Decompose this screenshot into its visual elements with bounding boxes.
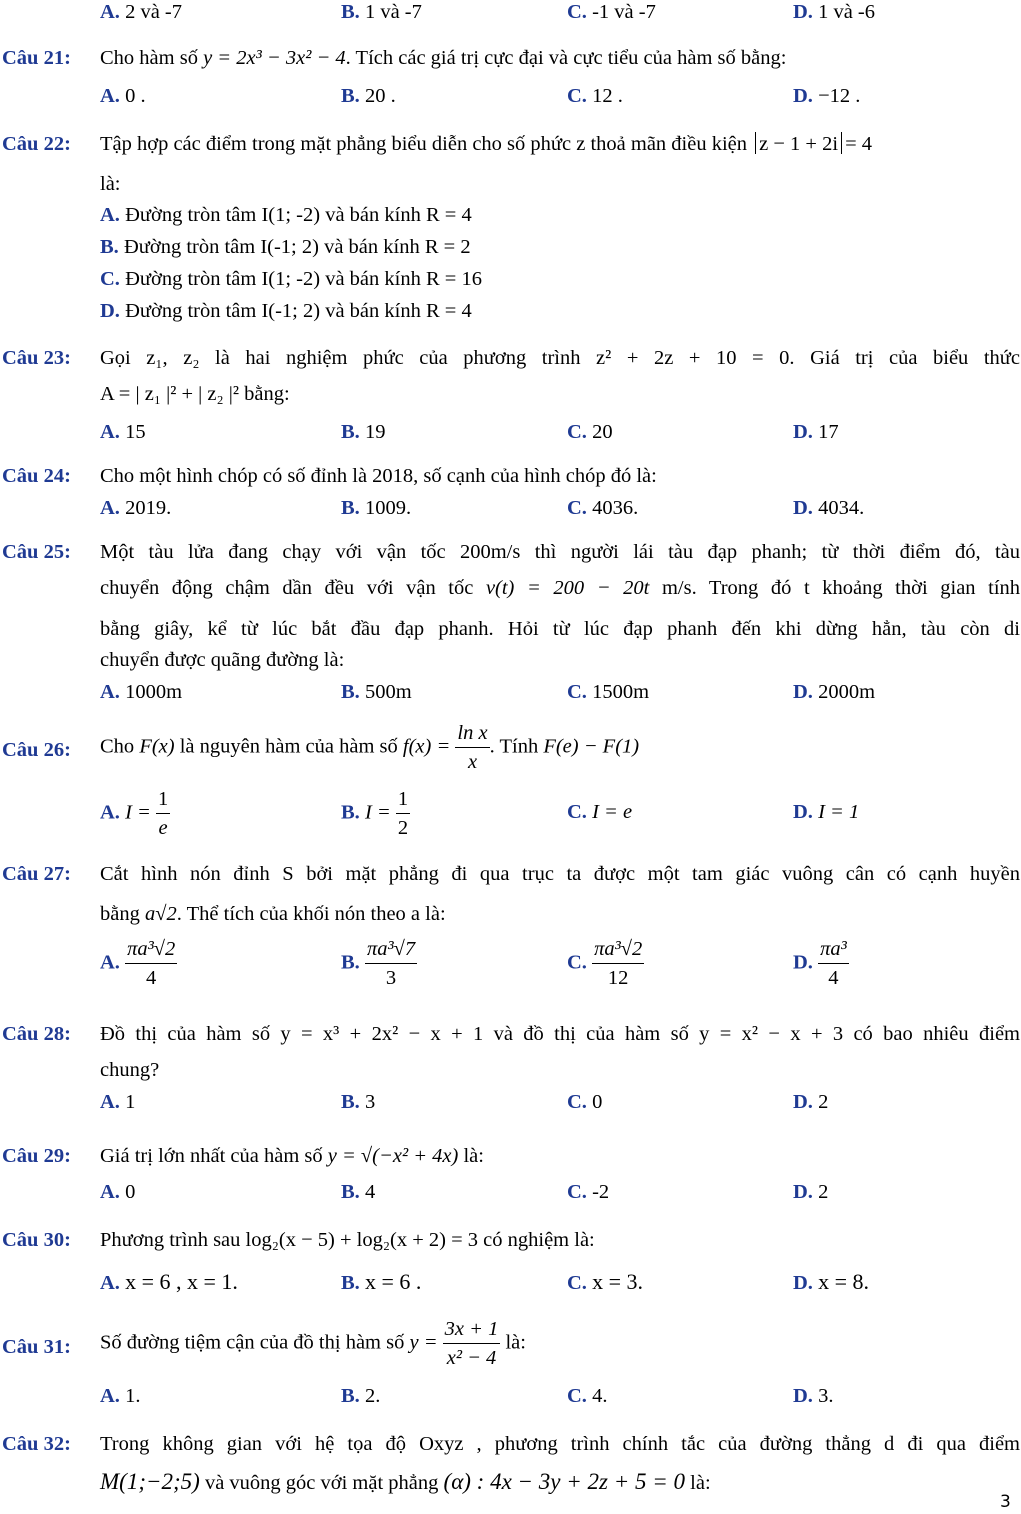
question-number: Câu 32: xyxy=(2,1433,71,1455)
stem-text: Phương trình sau xyxy=(100,1229,241,1251)
stem-text: là: xyxy=(463,1145,484,1167)
stem-text: là: xyxy=(505,1331,526,1354)
option-text: 1000m xyxy=(125,681,183,703)
stem-text: chung? xyxy=(100,1059,160,1081)
q22-stem xyxy=(100,132,872,158)
stem-text: Số đường tiệm cận của đồ thị hàm số xyxy=(100,1331,405,1354)
formula: v(t) = 200 − 20t xyxy=(485,577,650,599)
q21-answer-d xyxy=(793,84,860,110)
option-label: C. xyxy=(567,801,587,823)
fraction xyxy=(125,938,177,989)
q26-answer-c xyxy=(567,800,632,826)
q26-answer-a xyxy=(100,788,170,839)
option-text: 3. xyxy=(818,1385,834,1407)
stem-text: là: xyxy=(100,173,121,195)
q31-answer-d xyxy=(793,1384,833,1410)
option-label: D. xyxy=(793,1181,813,1203)
q26-answer-d xyxy=(793,800,859,826)
fraction xyxy=(592,938,644,989)
q23-answer-a xyxy=(100,420,146,446)
option-label: B. xyxy=(341,497,360,519)
q20-answer-d xyxy=(793,0,875,26)
numerator: ln x xyxy=(455,722,489,748)
denominator: 2 xyxy=(397,816,409,839)
formula: = 4 xyxy=(845,133,872,155)
formula: z − 1 + 2i xyxy=(759,133,839,155)
option-label: A. xyxy=(100,1272,120,1294)
stem-text: và vuông góc với mặt phẳng xyxy=(204,1472,439,1494)
stem-text: Cho hàm số xyxy=(100,47,198,69)
option-label: B. xyxy=(341,1091,360,1113)
option-text: -1 và -7 xyxy=(592,1,656,23)
q29-stem xyxy=(100,1144,484,1170)
option-label: C. xyxy=(567,1272,587,1294)
option-text: Đường tròn tâm I(-1; 2) và bán kính R = 4 xyxy=(125,300,472,322)
q28-answer-a xyxy=(100,1090,135,1116)
formula: I = 1 xyxy=(818,801,860,823)
stem-text: . Tích các giá trị cực đại và cực tiểu của hàm số bằng: xyxy=(345,47,787,69)
q30-answer-c xyxy=(567,1268,643,1297)
option-text: 4036. xyxy=(592,497,639,519)
option-label: C. xyxy=(567,497,587,519)
q31-stem xyxy=(100,1318,526,1369)
option-label: B. xyxy=(341,85,360,107)
fraction xyxy=(818,938,849,989)
option-text: 500m xyxy=(364,681,412,703)
numerator: πa³√2 xyxy=(125,938,177,964)
formula: f(x) = xyxy=(402,735,451,758)
option-label: A. xyxy=(100,681,120,703)
option-text: 12 . xyxy=(592,85,623,107)
option-label: A. xyxy=(100,421,120,443)
q21-answer-b xyxy=(341,84,396,110)
option-label: D. xyxy=(793,1272,813,1294)
numerator: 1 xyxy=(156,788,170,814)
stem-text: Tập hợp các điểm trong mặt phẳng biểu diễn cho số phức z thoả mãn điều kiện xyxy=(100,133,748,155)
option-text: 4034. xyxy=(818,497,865,519)
option-label: B. xyxy=(341,681,360,703)
option-label: A. xyxy=(100,1091,120,1113)
option-text: Đường tròn tâm I(1; -2) và bán kính R = 4 xyxy=(125,204,472,226)
option-text: 1 xyxy=(125,1091,136,1113)
option-text: 20 xyxy=(592,421,613,443)
denominator: 4 xyxy=(828,966,839,989)
formula: y = √(−x² + 4x) xyxy=(327,1145,459,1167)
option-text: 3 xyxy=(364,1091,376,1113)
option-text: 2. xyxy=(364,1385,381,1407)
abs-bar xyxy=(755,132,756,154)
q25-answer-a xyxy=(100,680,182,706)
stem-text: bằng: xyxy=(244,383,290,405)
option-text: -2 xyxy=(592,1181,610,1203)
option-text: Đường tròn tâm I(-1; 2) và bán kính R = 2 xyxy=(123,236,471,258)
q31-answer-a xyxy=(100,1384,140,1410)
q22-answer-d xyxy=(100,299,472,325)
q20-answer-a xyxy=(100,0,182,26)
q32-stem-line2 xyxy=(100,1468,711,1497)
q22-answer-a xyxy=(100,203,472,229)
fraction xyxy=(455,722,489,773)
question-number: Câu 31: xyxy=(2,1336,71,1358)
q29-answer-d xyxy=(793,1180,828,1206)
option-label: C. xyxy=(567,1181,587,1203)
option-text: 1009. xyxy=(364,497,412,519)
option-text: 0 . xyxy=(125,85,146,107)
q29-answer-b xyxy=(341,1180,375,1206)
q22-answer-c xyxy=(100,267,482,293)
q31-answer-b xyxy=(341,1384,380,1410)
denominator: x² − 4 xyxy=(446,1346,497,1369)
stem-text: Trong không gian với hệ tọa độ Oxyz , phương trình chính tắc của đường thẳng d đi qua điểm xyxy=(100,1433,1020,1455)
q25-stem-line2 xyxy=(100,576,1020,602)
q29-answer-a xyxy=(100,1180,135,1206)
formula: log₂(x − 5) + log₂(x + 2) = 3 xyxy=(245,1229,479,1251)
stem-text: bằng giây, kể từ lúc bắt đầu đạp phanh. Hỏi từ lúc đạp phanh đến khi dừng hẳn, tàu còn di xyxy=(100,618,1020,640)
question-number: Câu 21: xyxy=(2,47,71,69)
option-text: 4 xyxy=(364,1181,376,1203)
option-label: D. xyxy=(793,1091,813,1113)
formula: F(x) xyxy=(139,735,175,758)
option-text: x = 3. xyxy=(592,1269,643,1294)
stem-text: Gọi z₁, z₂ là hai nghiệm phức của phương trình z² + 2z + 10 = 0. Giá trị của biểu thức xyxy=(100,347,1020,369)
q27-stem-line2 xyxy=(100,902,446,928)
option-text: 1. xyxy=(125,1385,141,1407)
option-label: D. xyxy=(793,681,813,703)
option-label: A. xyxy=(100,497,120,519)
abs-bar xyxy=(841,132,842,154)
denominator: x xyxy=(467,750,478,773)
stem-text: Đồ thị của hàm số y = x³ + 2x² − x + 1 và đồ thị của hàm số y = x² − x + 3 có bao nhiêu điểm xyxy=(100,1023,1020,1045)
option-label: B. xyxy=(341,1,360,23)
option-text: x = 8. xyxy=(818,1269,869,1294)
stem-text: chuyển động chậm dần đều với vận tốc xyxy=(100,577,474,599)
option-text: 15 xyxy=(125,421,146,443)
question-number: Câu 22: xyxy=(2,133,71,155)
option-text: −12 . xyxy=(818,85,861,107)
formula: I = e xyxy=(592,801,633,823)
q30-answer-a xyxy=(100,1268,238,1297)
option-text: 2 xyxy=(818,1181,829,1203)
numerator: 1 xyxy=(396,788,410,814)
question-number: Câu 29: xyxy=(2,1145,71,1167)
q28-answer-b xyxy=(341,1090,375,1116)
formula: y = xyxy=(409,1331,438,1354)
fraction xyxy=(443,1318,501,1369)
formula: (α) : 4x − 3y + 2z + 5 = 0 xyxy=(443,1469,686,1494)
option-label: D. xyxy=(793,1385,813,1407)
option-text: 2019. xyxy=(125,497,172,519)
option-label: C. xyxy=(567,1091,587,1113)
denominator: 4 xyxy=(146,966,157,989)
q27-answer-c xyxy=(567,938,644,989)
q23-stem-line2 xyxy=(100,382,290,408)
option-label: D. xyxy=(793,421,813,443)
option-label: A. xyxy=(100,85,120,107)
option-label: D. xyxy=(793,951,813,974)
option-label: C. xyxy=(100,268,120,290)
stem-text: là: xyxy=(690,1472,711,1494)
option-label: A. xyxy=(100,801,120,824)
stem-text: bằng xyxy=(100,903,140,925)
q27-answer-a xyxy=(100,938,177,989)
option-text: 20 . xyxy=(364,85,396,107)
option-text: 17 xyxy=(818,421,839,443)
option-text: 1 và -7 xyxy=(364,1,422,23)
formula: F(e) − F(1) xyxy=(543,735,640,758)
formula: A = | z₁ |² + | z₂ |² xyxy=(100,383,239,405)
option-text: 1 và -6 xyxy=(818,1,875,23)
option-text: 2 và -7 xyxy=(125,1,182,23)
q30-stem xyxy=(100,1228,595,1254)
option-label: B. xyxy=(341,1385,360,1407)
option-label: C. xyxy=(567,1,587,23)
option-label: C. xyxy=(567,1385,587,1407)
question-number: Câu 25: xyxy=(2,541,71,563)
stem-text: Cắt hình nón đỉnh S bởi mặt phẳng đi qua trục ta được một tam giác vuông cân có cạnh huyền xyxy=(100,863,1020,885)
q30-answer-b xyxy=(341,1268,421,1297)
numerator: πa³√2 xyxy=(592,938,644,964)
numerator: πa³√7 xyxy=(365,938,417,964)
option-text: x = 6 , x = 1. xyxy=(125,1269,238,1294)
question-number: Câu 24: xyxy=(2,465,71,487)
denominator: 12 xyxy=(607,966,629,989)
q20-answer-b xyxy=(341,0,422,26)
q23-answer-b xyxy=(341,420,385,446)
option-label: D. xyxy=(793,801,813,823)
q21-answer-a xyxy=(100,84,146,110)
option-label: C. xyxy=(567,421,587,443)
option-text: 0 xyxy=(592,1091,603,1113)
option-text: Đường tròn tâm I(1; -2) và bán kính R = 16 xyxy=(125,268,482,290)
q26-answer-b xyxy=(341,788,410,839)
option-text: 1500m xyxy=(592,681,650,703)
option-label: D. xyxy=(793,1,813,23)
q25-answer-d xyxy=(793,680,875,706)
q23-answer-d xyxy=(793,420,839,446)
option-label: A. xyxy=(100,1385,120,1407)
option-label: B. xyxy=(100,236,119,258)
stem-text: . Thể tích của khối nón theo a là: xyxy=(176,903,446,925)
option-label: D. xyxy=(793,497,813,519)
question-number: Câu 30: xyxy=(2,1229,71,1251)
fraction xyxy=(396,788,410,839)
formula: I = xyxy=(125,801,151,824)
q20-answer-c xyxy=(567,0,656,26)
option-label: B. xyxy=(341,951,360,974)
fraction xyxy=(365,938,417,989)
q21-stem xyxy=(100,46,786,72)
stem-text: Cho xyxy=(100,735,135,758)
stem-text: có nghiệm là: xyxy=(483,1229,595,1251)
q28-answer-d xyxy=(793,1090,828,1116)
stem-text: là nguyên hàm của hàm số xyxy=(179,735,398,758)
stem-text: chuyển được quãng đường là: xyxy=(100,649,345,671)
formula: M(1;−2;5) xyxy=(100,1469,200,1494)
option-label: A. xyxy=(100,204,120,226)
q27-answer-b xyxy=(341,938,417,989)
q21-answer-c xyxy=(567,84,623,110)
q31-answer-c xyxy=(567,1384,607,1410)
stem-text: m/s. Trong đó t khoảng thời gian tính xyxy=(661,577,1021,599)
q24-answer-c xyxy=(567,496,638,522)
option-text: 2000m xyxy=(818,681,876,703)
q22-answer-b xyxy=(100,235,471,261)
formula: I = xyxy=(364,801,391,824)
option-label: C. xyxy=(567,681,587,703)
q28-answer-c xyxy=(567,1090,602,1116)
stem-text: Giá trị lớn nhất của hàm số xyxy=(100,1145,323,1167)
option-label: A. xyxy=(100,1,120,23)
denominator: 3 xyxy=(385,966,397,989)
stem-text: . Tính xyxy=(489,735,539,758)
q30-answer-d xyxy=(793,1268,869,1297)
q27-answer-d xyxy=(793,938,849,989)
fraction xyxy=(156,788,170,839)
option-label: C. xyxy=(567,85,587,107)
q23-answer-c xyxy=(567,420,613,446)
option-text: x = 6 . xyxy=(364,1269,422,1294)
option-label: B. xyxy=(341,801,360,824)
option-text: 2 xyxy=(818,1091,829,1113)
option-text: 0 xyxy=(125,1181,136,1203)
question-number: Câu 28: xyxy=(2,1023,71,1045)
numerator: πa³ xyxy=(818,938,849,964)
option-label: C. xyxy=(567,951,587,974)
option-label: D. xyxy=(100,300,120,322)
q24-answer-b xyxy=(341,496,411,522)
stem-text: Cho một hình chóp có số đỉnh là 2018, số cạnh của hình chóp đó là: xyxy=(100,465,657,487)
option-text: 4. xyxy=(592,1385,608,1407)
q29-answer-c xyxy=(567,1180,609,1206)
option-label: B. xyxy=(341,421,360,443)
q25-answer-c xyxy=(567,680,649,706)
stem-text: Một tàu lửa đang chạy với vận tốc 200m/s thì người lái tàu đạp phanh; từ thời điểm đó, tàu xyxy=(100,541,1020,563)
denominator: e xyxy=(158,816,168,839)
option-label: A. xyxy=(100,951,120,974)
option-label: B. xyxy=(341,1181,360,1203)
formula: y = 2x³ − 3x² − 4 xyxy=(203,47,346,69)
question-number: Câu 26: xyxy=(2,739,71,761)
question-number: Câu 27: xyxy=(2,863,71,885)
numerator: 3x + 1 xyxy=(443,1318,501,1344)
option-label: B. xyxy=(341,1272,360,1294)
q24-answer-a xyxy=(100,496,171,522)
page-number: 3 xyxy=(1000,1492,1011,1512)
q24-answer-d xyxy=(793,496,864,522)
option-label: A. xyxy=(100,1181,120,1203)
option-text: 19 xyxy=(364,421,386,443)
q26-stem xyxy=(100,722,639,773)
question-number: Câu 23: xyxy=(2,347,71,369)
option-label: D. xyxy=(793,85,813,107)
formula: a√2 xyxy=(144,903,177,925)
q25-answer-b xyxy=(341,680,412,706)
